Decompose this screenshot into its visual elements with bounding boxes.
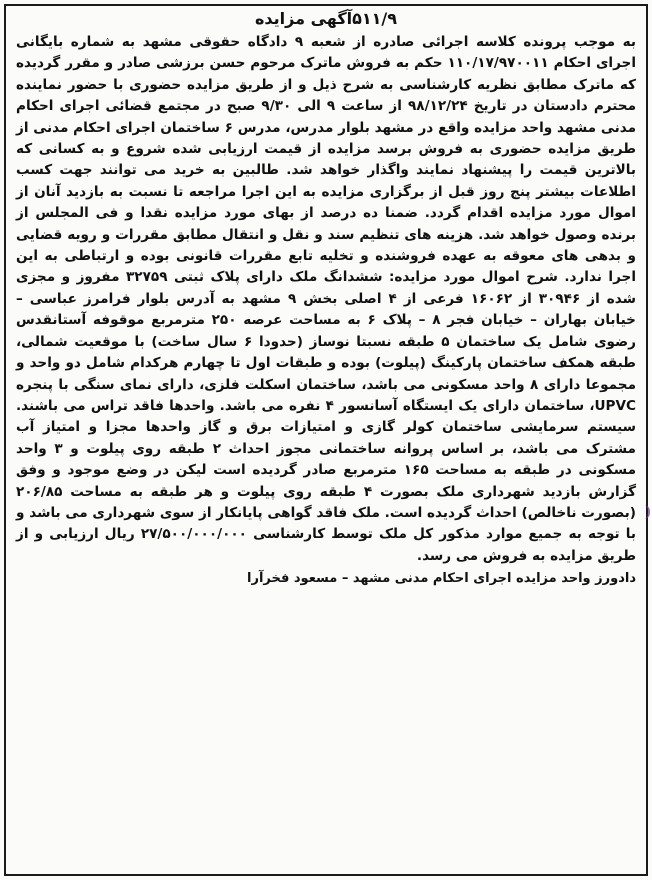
auction-notice	[8, 6, 644, 589]
notice-body: به موجب پرونده کلاسه اجرائی صادره از شعبه ۹ دادگاه حقوقی مشهد به شماره بایگانی اجرای احکام ۱۱۰/۱۷/۹۷۰۰۱۱ حکم به فروش ماترک مرحوم حسن برزشی صادر و مقرر گردیده که ماترک مطابق نظریه کارشناسی به شرح ذیل و از طریق مزایده حضوری با حضور نماینده محترم دادستان در تاریخ ۹۸/۱۲/۲۴ از ساعت ۹ الی ۹/۳۰ صبح در مجتمع قضائی اجرای احکام مدنی مشهد واحد مزایده واقع در مشهد بلوار مدرس، مدرس ۶ ساختمان اجرای احکام مدنی از طریق مزایده حضوری به فروش برسد مزایده از قیمت ارزیابی شده شروع و به کسانی که بالاترین قیمت را پیشنهاد نمایند واگذار خواهد شد. طالبین به خرید می توانند جهت کسب اطلاعات بیشتر پنج روز قبل از برگزاری مزایده به این اجرا مراجعه تا نسبت به بازدید آنان از اموال مورد مزایده اقدام گردد. ضمنا ده درصد از بهای مورد مزایده نقدا و فی المجلس از برنده وصول خواهد شد. هزینه های تنظیم سند و نقل و انتقال مطابق مقررات و رویه قضایی و بدهی های معوقه به عهده فروشنده و تخلیه تابع مقررات قانونی بوده و ارتباطی به این اجرا ندارد. شرح اموال مورد مزایده: ششدانگ ملک دارای پلاک ثبتی ۳۲۷۵۹ مفروز و مجزی شده از ۳۰۹۴۶ از ۱۶۰۶۲ فرعی از ۴ اصلی بخش ۹ مشهد به آدرس بلوار فرامرز عباسی – خیابان بهاران – خیابان فجر ۸ – پلاک ۶ به مساحت عرصه ۲۵۰ مترمربع موقوفه آستانقدس رضوی شامل یک ساختمان ۵ طبقه نسبتا نوساز (حدودا ۶ سال ساخت) با موقعیت شمالی، طبقه همکف ساختمان پارکینگ (پیلوت) بوده و طبقات اول تا چهارم هرکدام شامل دو واحد و مجموعا دارای ۸ واحد مسکونی می باشد، ساختمان اسکلت فلزی، دارای نمای سنگی با پنجره UPVC، ساختمان دارای یک ایستگاه آسانسور ۴ نفره می باشد. واحدها فاقد تراس می باشند. سیستم سرمایشی ساختمان کولر گازی و امتیازات برق و گاز واحدها مجزا و امتیاز آب مشترک می باشد، بر اساس پروانه ساختمانی مجوز احداث ۲ طبقه روی پیلوت و ۳ واحد مسکونی در طبقه به مساحت ۱۶۵ مترمربع صادر گردیده است لیکن در وضع موجود و وفق گزارش بازدید شهرداری ملک بصورت ۴ طبقه روی پیلوت و هر طبقه به مساحت ۲۰۶/۸۵ (بصورت ناخالص) احداث گردیده است. ملک فاقد گواهی پایانکار از سوی شهرداری می باشد و با توجه به جمیع موارد مذکور کل ملک توسط کارشناسی ۲۷/۵۰۰/۰۰۰/۰۰۰ ریال ارزیابی و از طریق مزایده به فروش می رسد.	[16, 34, 637, 564]
notice-signature: دادورز واحد مزایده اجرای احکام مدنی مشهد – مسعود فخرآرا	[247, 571, 636, 587]
edge-pen-mark	[642, 505, 650, 519]
notice-title: ۵۱۱/۹آگهی مزایده	[254, 9, 398, 28]
